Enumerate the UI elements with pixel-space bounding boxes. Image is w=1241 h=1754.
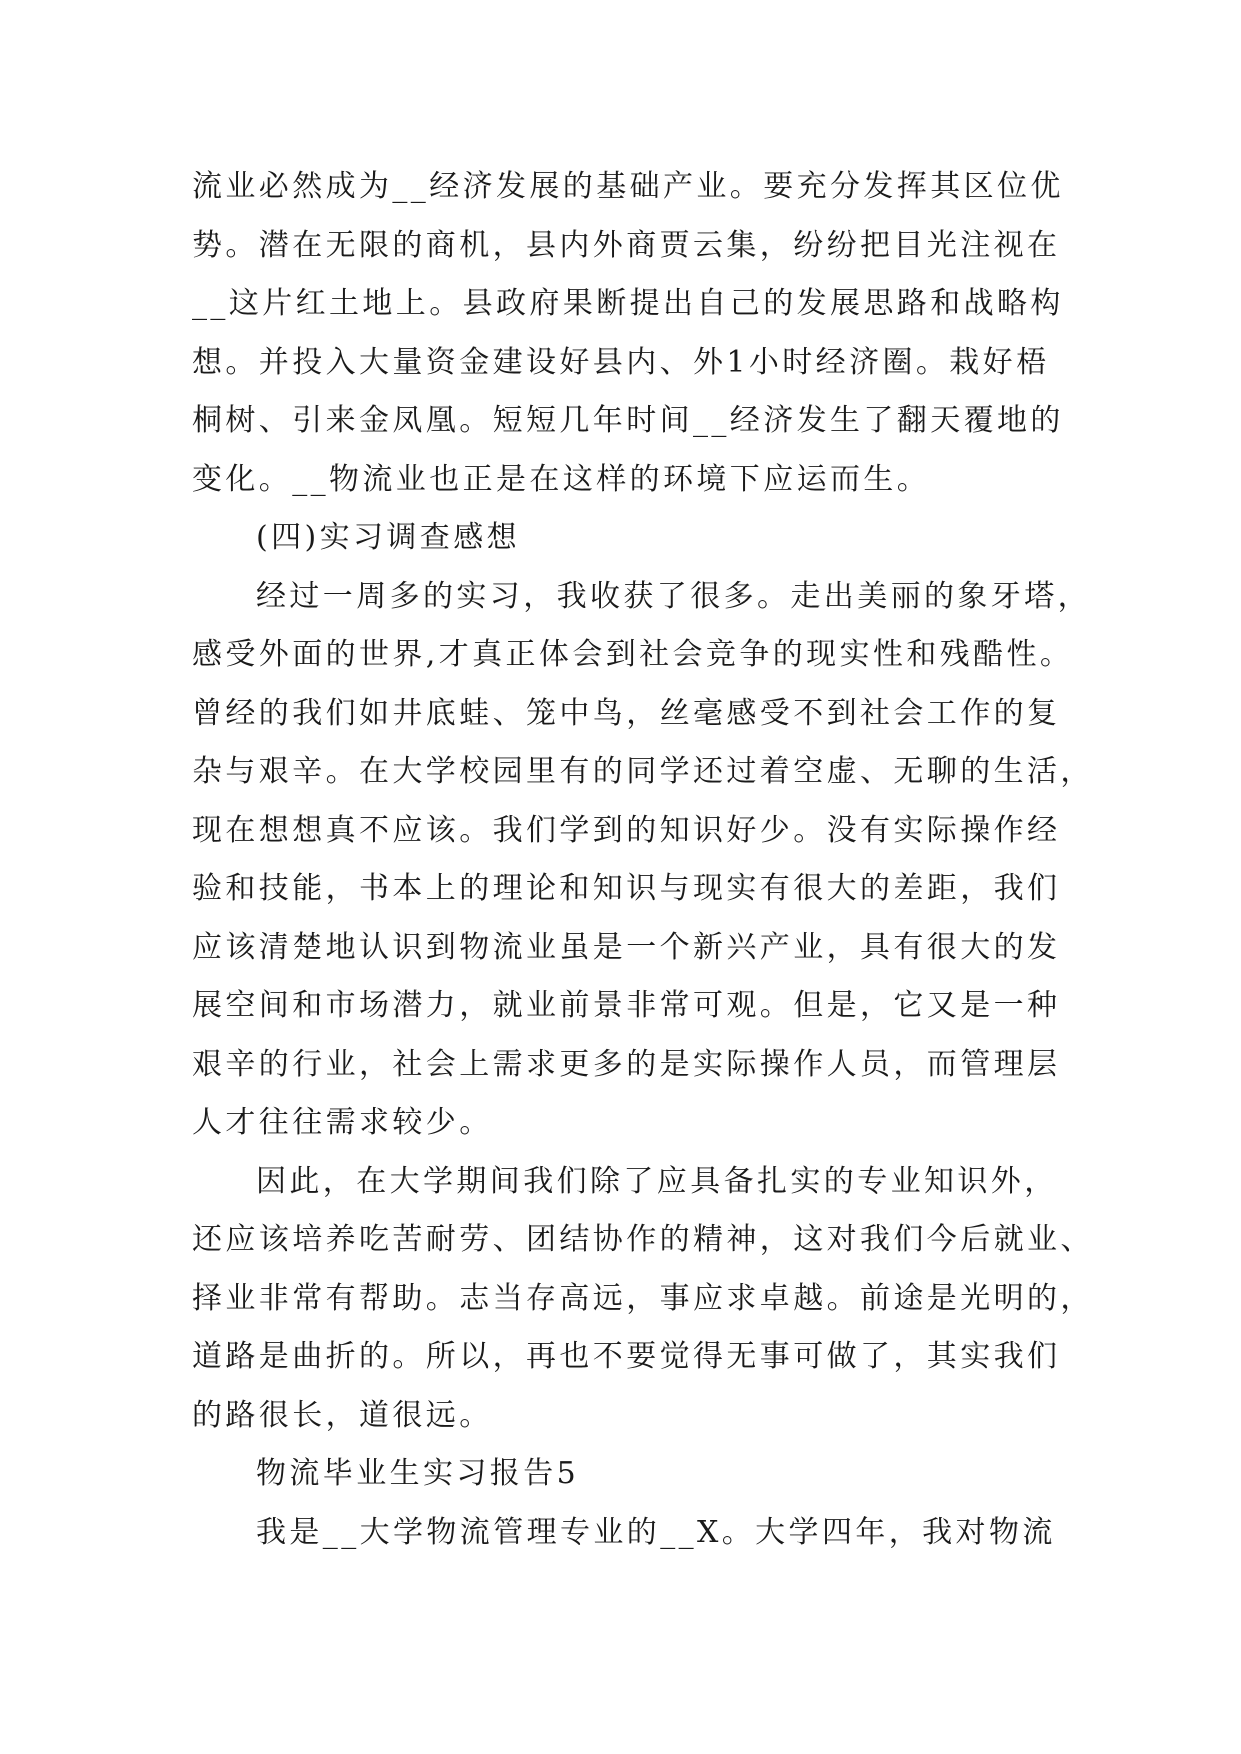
text-line: 人才往往需求较少。 <box>192 1105 493 1140</box>
text-line: 择业非常有帮助。志当存高远，事应求卓越。前途是光明的， <box>192 1280 1094 1316</box>
text-line: 道路是曲折的。所以，再也不要觉得无事可做了，其实我们 <box>192 1339 1061 1374</box>
text-line: __这片红土地上。县政府果断提出自己的发展思路和战略构 <box>192 286 1064 321</box>
section-heading: (四)实习调查感想 <box>256 520 521 555</box>
text-line: 势。潜在无限的商机，县内外商贾云集，纷纷把目光注视在 <box>192 227 1061 263</box>
text-line: 流业必然成为__经济发展的基础产业。要充分发挥其区位优 <box>192 169 1064 204</box>
text-line: 变化。__物流业也正是在这样的环境下应运而生。 <box>192 461 931 497</box>
text-line: 曾经的我们如井底蛙、笼中鸟，丝毫感受不到社会工作的复 <box>192 695 1061 731</box>
text-line: 的路很长，道很远。 <box>192 1397 493 1433</box>
document-page <box>192 158 1094 1562</box>
text-line: 展空间和市场潜力，就业前景非常可观。但是，它又是一种 <box>192 988 1061 1023</box>
paragraph-start: 经过一周多的实习，我收获了很多。走出美丽的象牙塔， <box>256 578 1091 614</box>
text-line: 验和技能，书本上的理论和知识与现实有很大的差距，我们 <box>192 871 1061 906</box>
text-line: 艰辛的行业，社会上需求更多的是实际操作人员，而管理层 <box>192 1046 1061 1082</box>
text-line: 应该清楚地认识到物流业虽是一个新兴产业，具有很大的发 <box>192 929 1061 965</box>
text-line: 桐树、引来金凤凰。短短几年时间__经济发生了翻天覆地的 <box>192 403 1064 438</box>
text-line: 想。并投入大量资金建设好县内、外1小时经济圈。栽好梧 <box>192 344 1050 380</box>
report-title: 物流毕业生实习报告5 <box>256 1456 580 1491</box>
text-line: 还应该培养吃苦耐劳、团结协作的精神，这对我们今后就业、 <box>192 1222 1094 1257</box>
paragraph-start: 我是__大学物流管理专业的__X。大学四年，我对物流 <box>256 1514 1056 1550</box>
text-line: 杂与艰辛。在大学校园里有的同学还过着空虚、无聊的生活， <box>192 754 1094 789</box>
text-line: 感受外面的世界,才真正体会到社会竞争的现实性和残酷性。 <box>192 637 1074 672</box>
text-line: 现在想想真不应该。我们学到的知识好少。没有实际操作经 <box>192 812 1061 848</box>
paragraph-start: 因此，在大学期间我们除了应具备扎实的专业知识外， <box>256 1163 1058 1199</box>
